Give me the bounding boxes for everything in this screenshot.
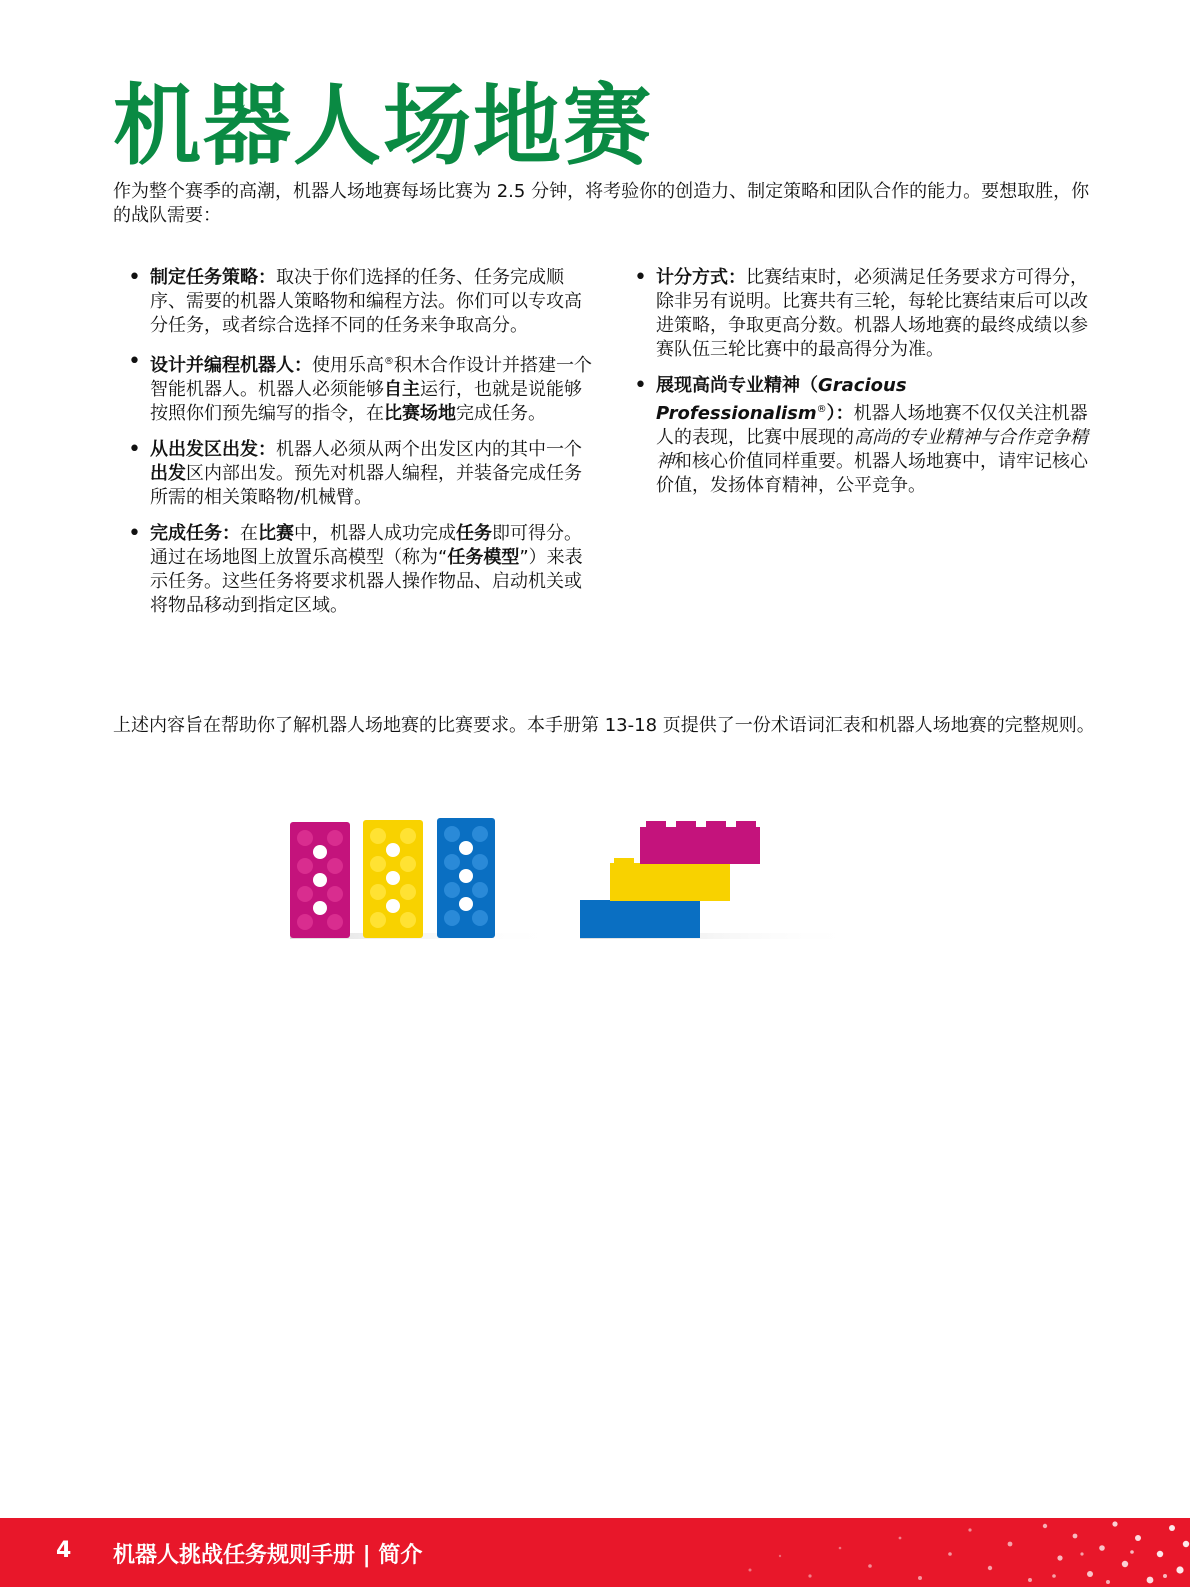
- item-bold-term: 自主: [384, 379, 420, 400]
- list-item: [128, 266, 598, 338]
- item-heading: 完成任务：: [150, 523, 240, 544]
- item-text: ”）来表示任务。这些任务将要求机器人操作物品、启动机关或将物品移动到指定区域。: [150, 547, 583, 616]
- blue-vertical-brick: [437, 818, 495, 938]
- item-bold-term: 比赛场地: [384, 403, 456, 424]
- brick-stud: [646, 821, 666, 828]
- item-italic-term: 高尚的专业精神与合作竞争精神: [656, 427, 1088, 472]
- lego-bricks-illustration: [280, 810, 860, 950]
- item-heading-italic: Gracious Professionalism: [656, 375, 907, 424]
- magenta-horizontal-brick: [640, 827, 760, 864]
- stacked-bricks: [580, 821, 760, 938]
- outro-paragraph: 上述内容旨在帮助你了解机器人场地赛的比赛要求。本手册第 13-18 页提供了一份术语词汇表和机器人场地赛的完整规则。: [113, 715, 1095, 736]
- list-item: [634, 266, 1104, 362]
- item-text: 机器人场地赛不仅仅关注机器人的表现，比赛中展现的: [656, 403, 1088, 448]
- footer-title: 机器人挑战任务规则手册 | 简介: [113, 1543, 423, 1568]
- item-heading: ）：: [826, 403, 854, 424]
- list-item: [128, 438, 598, 510]
- item-text: 取决于你们选择的任务、任务完成顺序、需要的机器人策略物和编程方法。你们可以专攻高分任务，或者综合选择不同的任务来争取高分。: [150, 267, 582, 336]
- item-text: 中，机器人成功完成: [294, 523, 456, 544]
- item-text: 运行，也就是说能够按照你们预先编写的指令，在: [150, 379, 582, 424]
- page-title: 机器人场地赛: [113, 74, 654, 177]
- registered-mark: ®: [384, 356, 394, 367]
- blue-horizontal-brick: [580, 900, 700, 938]
- item-text: 积木合作设计并搭建一个智能机器人。机器人必须能够: [150, 355, 592, 400]
- magenta-vertical-brick: [290, 822, 350, 938]
- item-heading: 计分方式：: [656, 267, 746, 288]
- item-bold-term: 任务模型: [447, 547, 520, 568]
- item-text: 即可得分。通过在场地图上放置乐高模型（称为“: [150, 523, 582, 568]
- intro-paragraph: 作为整个赛季的高潮，机器人场地赛每场比赛为 2.5 分钟，将考验你的创造力、制定策略和团队合作的能力。要想取胜，你的战队需要：: [113, 181, 1090, 226]
- yellow-horizontal-brick: [610, 863, 730, 901]
- brick-stud: [614, 858, 634, 864]
- item-text: 在: [240, 523, 258, 544]
- item-heading: 展现高尚专业精神（: [656, 375, 818, 396]
- list-item: [128, 350, 598, 426]
- list-item: [128, 522, 598, 618]
- right-bullet-list: [634, 266, 1104, 510]
- brick-stud: [676, 821, 696, 828]
- item-text: 区内部出发。预先对机器人编程，并装备完成任务所需的相关策略物/机械臂。: [150, 463, 582, 508]
- brick-stud: [706, 821, 726, 828]
- item-bold-term: 比赛: [258, 523, 294, 544]
- item-text: 机器人必须从两个出发区内的其中一个: [276, 439, 582, 460]
- brick-stud: [736, 821, 756, 828]
- item-text: 和核心价值同样重要。机器人场地赛中，请牢记核心价值，发扬体育精神，公平竞争。: [656, 451, 1088, 496]
- item-heading: 从出发区出发：: [150, 439, 276, 460]
- item-heading: 设计并编程机器人：: [150, 355, 312, 376]
- item-heading: 制定任务策略：: [150, 267, 276, 288]
- page-footer: [0, 1518, 1190, 1587]
- yellow-vertical-brick: [363, 820, 423, 938]
- item-bold-term: 任务: [456, 523, 492, 544]
- page-number: 4: [56, 1538, 72, 1563]
- list-item: [634, 374, 1104, 498]
- footer-dot-pattern: [710, 1518, 1190, 1587]
- item-text: 使用乐高: [312, 355, 384, 376]
- item-text: 完成任务。: [456, 403, 546, 424]
- left-bullet-list: [128, 266, 598, 630]
- item-bold-term: 出发: [150, 463, 186, 484]
- item-text: 比赛结束时，必须满足任务要求方可得分，除非另有说明。比赛共有三轮，每轮比赛结束后可以改进策略，争取更高分数。机器人场地赛的最终成绩以参赛队伍三轮比赛中的最高得分为准。: [656, 267, 1088, 360]
- registered-mark: ®: [816, 404, 827, 415]
